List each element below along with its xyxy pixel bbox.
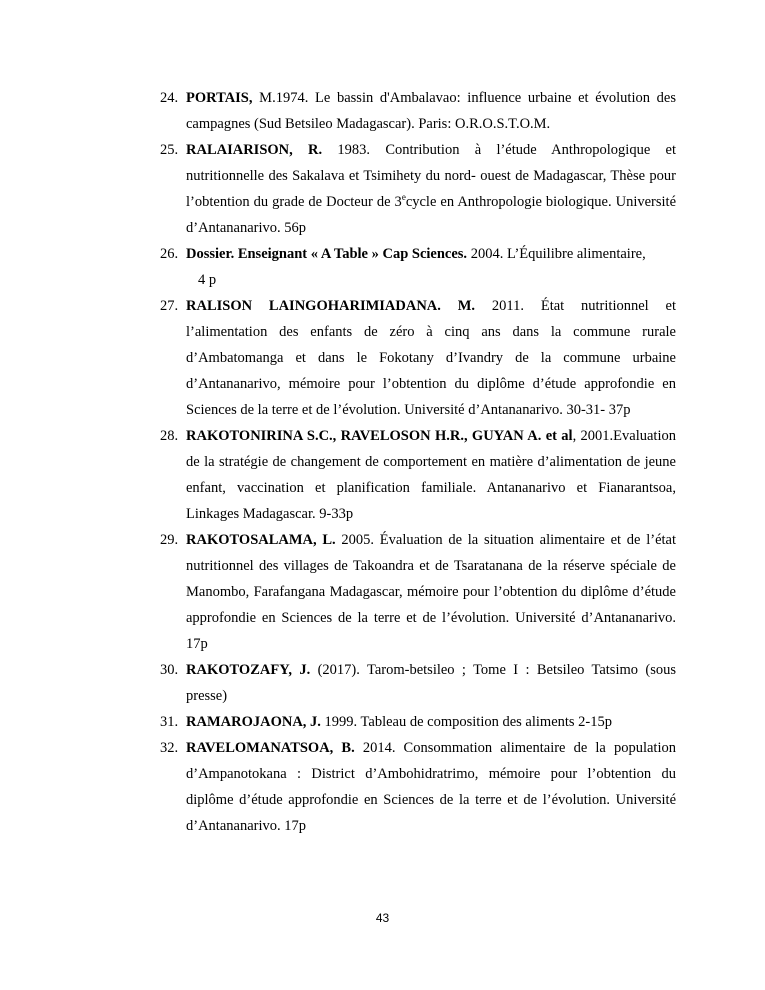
reference-number: 25. [160,142,179,158]
reference-number: 30. [160,662,179,678]
reference-number: 29. [160,532,179,548]
reference-author: RAMAROJAONA, J. [186,714,321,730]
reference-continuation: 4 p [198,272,217,288]
reference-author: RAKOTOZAFY, J. [186,662,311,678]
reference-text: 1999. Tableau de composition des aliments 2-15p [320,714,613,730]
reference-text: 2014. Consommation alimentaire de la population d’Ampanotokana : District d’Ambohidratrimo, mémoire pour l’obtention du diplôme d’étude approfondie en Sciences de la terre et de l’évolution. Université d’Antananarivo. 17p [186,740,676,834]
reference-item [160,85,676,137]
reference-author: RAVELOMANATSOA, B. [186,740,355,756]
reference-text: M.1974. Le bassin d'Ambalavao: influence urbaine et évolution des campagnes (Sud Betsileo Madagascar). Paris: O.R.O.S.T.O.M. [186,90,676,132]
reference-author: RAKOTONIRINA S.C., RAVELOSON H.R., GUYAN A. et al [186,428,573,444]
reference-number: 28. [160,428,179,444]
reference-text: 2004. L’Équilibre alimentaire, [467,246,646,262]
reference-item [160,657,676,709]
reference-number: 26. [160,246,179,262]
reference-text: 2011. État nutritionnel et l’alimentation des enfants de zéro à cinq ans dans la commune rurale d’Ambatomanga et dans le Fokotany d’Ivandry de la commune urbaine d’Antananarivo, mémoire pour l’obtention du diplôme d’étude approfondie en Sciences de la terre et de l’évolution. Université d’Antananarivo. 30-31- 37p [186,298,676,418]
reference-list [160,85,676,839]
reference-item [160,735,676,839]
reference-author: PORTAIS, [186,90,253,106]
reference-number: 32. [160,740,179,756]
superscript: e [401,192,406,202]
reference-number: 31. [160,714,179,730]
reference-text: (2017). Tarom-betsileo ; Tome I : Betsileo Tatsimo (sous presse) [186,662,676,704]
reference-author: RALISON LAINGOHARIMIADANA. M. [186,298,476,314]
reference-text: cycle en Anthropologie biologique. Université d’Antananarivo. 56p [186,194,677,236]
reference-text: 2005. Évaluation de la situation alimentaire et de l’état nutritionnel des villages de Takoandra et de Tsaratanana de la réserve spéciale de Manombo, Farafangana Madagascar, mémoire pour l’obtention du diplôme d’étude approfondie en Sciences de la terre et de l’évolution. Université d’Antananarivo. 17p [186,532,676,652]
reference-item [160,293,676,423]
reference-author: RAKOTOSALAMA, L. [186,532,336,548]
reference-item [160,709,676,735]
reference-item [160,527,676,657]
reference-number: 27. [160,298,179,314]
reference-item [160,241,676,293]
reference-text: , 2001.Evaluation de la stratégie de changement de comportement en matière d’alimentation de jeune enfant, vaccination et planification familiale. Antananarivo et Fianarantsoa, Linkages Madagascar. 9-33p [186,428,676,522]
reference-author: RALAIARISON, R. [186,142,323,158]
reference-author: Dossier. Enseignant « A Table » Cap Sciences. [186,246,468,262]
page-number: 43 [375,911,390,925]
reference-number: 24. [160,90,179,106]
reference-item [160,137,676,241]
reference-text: 1983. Contribution à l’étude Anthropologique et nutritionnelle des Sakalava et Tsimihety du nord- ouest de Madagascar, Thèse pour l’obtention du grade de Docteur de 3 [186,142,676,210]
reference-item [160,423,676,527]
